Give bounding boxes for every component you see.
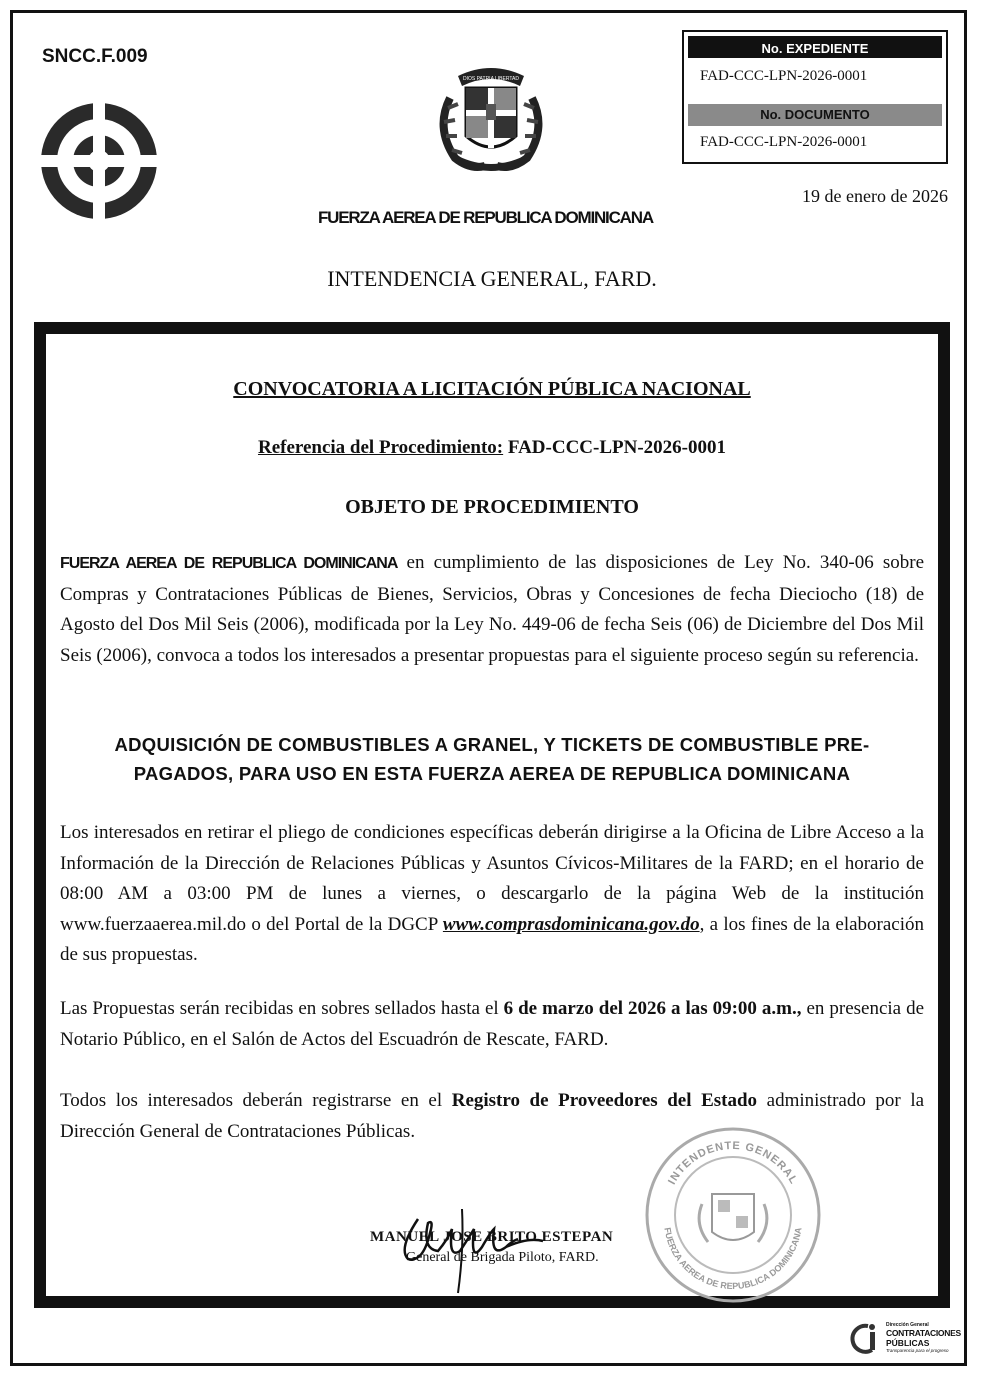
expediente-label: No. EXPEDIENTE — [688, 36, 942, 58]
reference-label: Referencia del Procedimiento: — [257, 437, 504, 458]
expediente-box — [682, 30, 948, 164]
seal-bottom-text: FUERZA AEREA DE REPUBLICA DOMINICANA — [662, 1226, 804, 1292]
paragraph-deadline — [60, 994, 924, 1055]
procurement-heading-line-2: PAGADOS, PARA USO EN ESTA FUERZA AEREA DE REPUBLICA DOMINICANA — [133, 763, 851, 784]
registry-intro: Todos los interesados deberán registrarse en el — [60, 1090, 443, 1111]
signatory-name: MANUEL JOSE BRITO ESTEPAN — [370, 1229, 614, 1245]
seal-top-text: INTENDENTE GENERAL — [666, 1139, 800, 1187]
svg-text:DIOS PATRIA LIBERTAD: DIOS PATRIA LIBERTAD — [462, 76, 520, 82]
documento-value: FAD-CCC-LPN-2026-0001 — [700, 134, 868, 150]
svg-text:FUERZA AEREA DE REPUBLICA DOMI — [662, 1226, 803, 1291]
reference-value: FAD-CCC-LPN-2026-0001 — [507, 437, 727, 458]
dgcp-line-3: PÚBLICAS — [886, 1338, 930, 1348]
registry-end: administrado por la Dirección General de Contrataciones Públicas. — [60, 1090, 925, 1142]
registry-name: Registro de Proveedores del Estado — [451, 1090, 758, 1111]
dgcp-portal-link[interactable]: www.comprasdominicana.gov.do — [442, 913, 700, 935]
deadline-location: en presencia de Notario Público, en el Salón de Actos del Escuadrón de Rescate, FARD. — [60, 998, 925, 1050]
agency-name: FUERZA AEREA DE REPUBLICA DOMINICANA — [318, 208, 653, 227]
objeto-heading: OBJETO DE PROCEDIMIENTO — [345, 496, 639, 518]
announcement-panel — [34, 322, 950, 1308]
department-title: INTENDENCIA GENERAL, FARD. — [327, 266, 657, 291]
procurement-heading — [60, 730, 924, 788]
dgcp-line-2: CONTRATACIONES — [886, 1328, 961, 1338]
procurement-heading-line-1: ADQUISICIÓN DE COMBUSTIBLES A GRANEL, Y TICKETS DE COMBUSTIBLE PRE- — [114, 734, 870, 755]
signatory-rank: General de Brigada Piloto, FARD. — [406, 1250, 599, 1265]
paragraph-legal-basis — [60, 548, 924, 671]
announcement-title: CONVOCATORIA A LICITACIÓN PÚBLICA NACIONAL — [233, 378, 751, 400]
coat-of-arms-icon — [430, 58, 552, 176]
reference-line — [60, 437, 924, 459]
dgcp-line-4: Transparencia para el progreso — [886, 1348, 949, 1353]
paragraph-instructions — [60, 818, 924, 971]
form-code: SNCC.F.009 — [42, 46, 148, 67]
expediente-value: FAD-CCC-LPN-2026-0001 — [700, 68, 868, 84]
paragraph-legal-text: en cumplimiento de las disposiciones de Ley No. 340-06 sobre Compras y Contrataciones Públicas de Bienes, Servicios, Obras y Concesiones de fecha Dieciocho (18) de Agosto del Dos Mil Seis (2006), modificada por la Ley No. 449-06 de fecha Seis (06) de Diciembre del Dos Mil Seis (2006), convoca a todos los interesados a presentar propuestas para el siguiente proceso según su referencia. — [60, 552, 925, 666]
deadline-date: 6 de marzo del 2026 a las 09:00 a.m., — [503, 998, 802, 1019]
sncc-target-logo-icon — [38, 100, 160, 222]
paragraph-agency-name: FUERZA AEREA DE REPUBLICA DOMINICANA — [60, 555, 398, 572]
instructions-text: Los interesados en retirar el pliego de condiciones específicas deberán dirigirse a la Oficina de Libre Acceso a la Información de la Dirección de Relaciones Públicas y Asuntos Cívicos-Militares de la FARD; en el horario de 08:00 AM a 03:00 PM de lunes a viernes, o descargarlo de la página Web de la institución www.fuerzaaerea.mil.do o del Portal de la DGCP — [60, 822, 924, 935]
deadline-intro: Las Propuestas serán recibidas en sobres sellados hasta el — [60, 998, 499, 1019]
document-date: 19 de enero de 2026 — [802, 186, 948, 206]
instructions-tail: , a los fines de la elaboración de sus propuestas. — [60, 913, 924, 965]
official-seal-icon — [642, 1124, 824, 1306]
documento-label: No. DOCUMENTO — [688, 104, 942, 126]
dgcp-line-1: Dirección General — [886, 1322, 929, 1328]
